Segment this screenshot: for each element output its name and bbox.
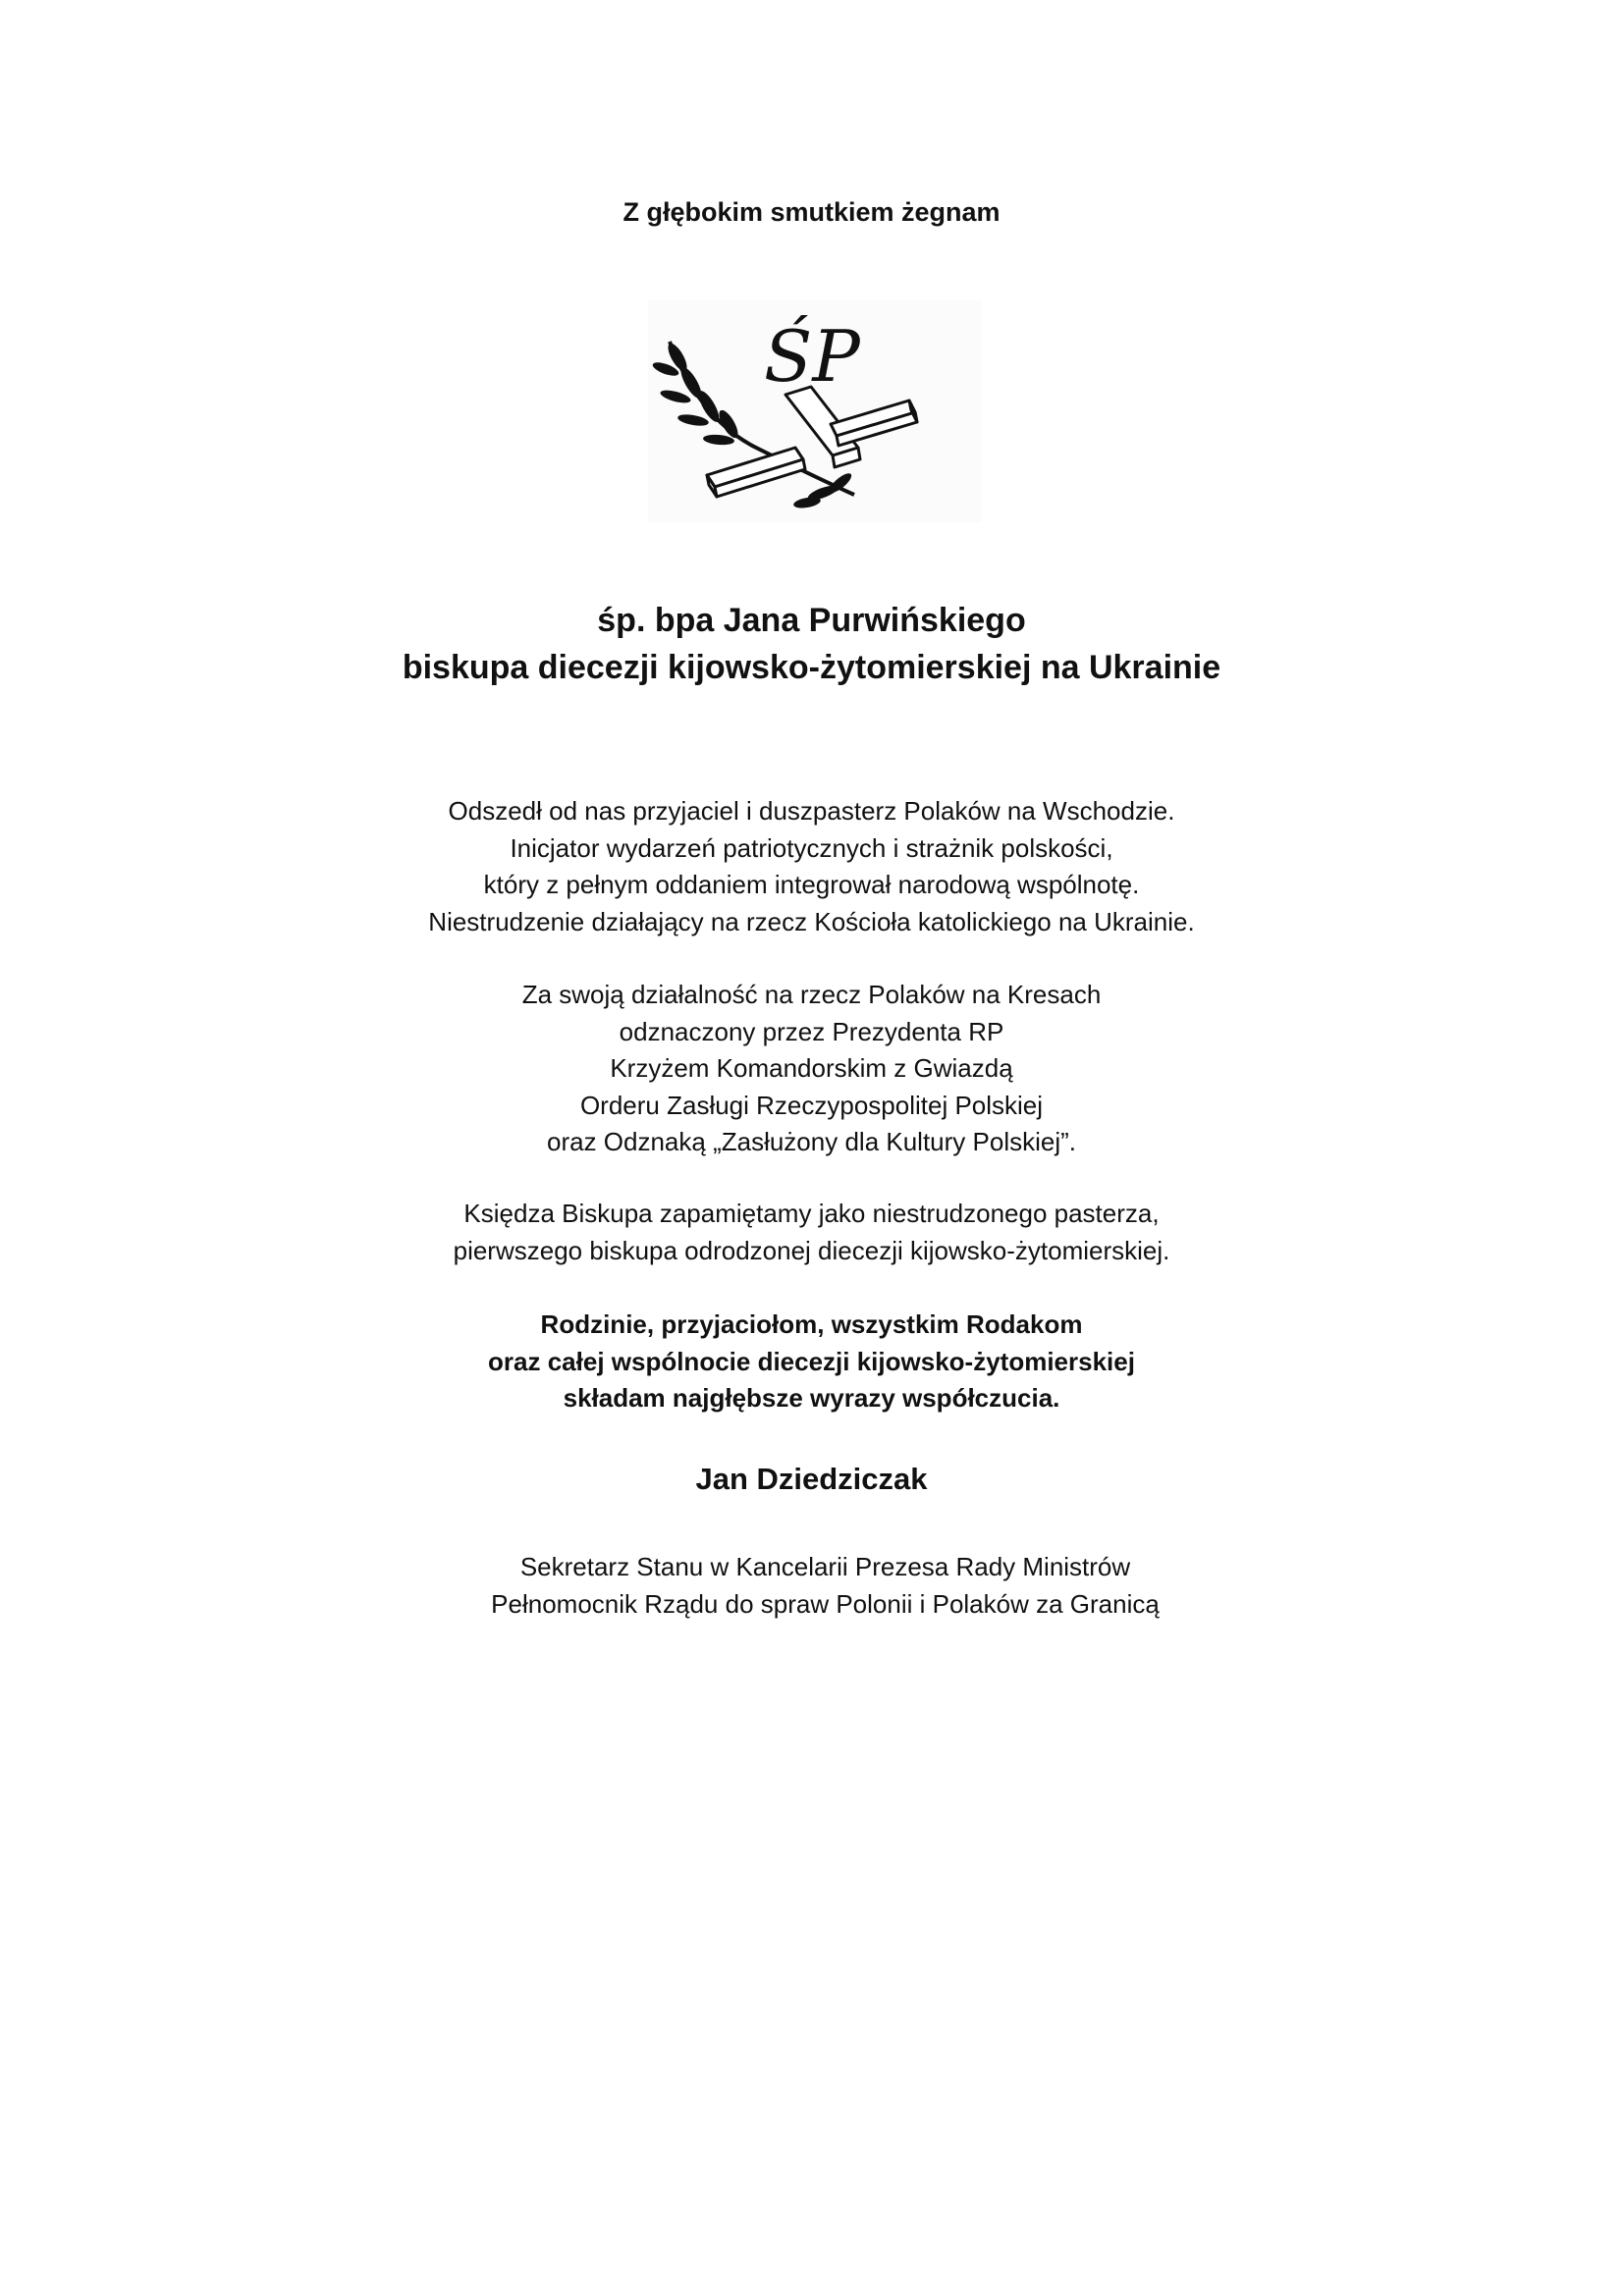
memorial-emblem: [648, 300, 982, 522]
farewell-heading: Z głębokim smutkiem żegnam: [622, 197, 1001, 227]
paragraph-line: oraz Odznaką „Zasłużony dla Kultury Polskiej”.: [546, 1127, 1076, 1156]
paragraph-remembrance: [0, 1196, 1623, 1269]
paragraph-line: pierwszego biskupa odrodzonej diecezji kijowsko-żytomierskiej.: [453, 1235, 1170, 1265]
paragraph-line: Księdza Biskupa zapamiętamy jako niestrudzonego pasterza,: [463, 1199, 1160, 1228]
paragraph-line: Rodzinie, przyjaciołom, wszystkim Rodakom: [540, 1309, 1083, 1339]
cross-with-palm-branch-icon: [648, 300, 982, 522]
signature-role: Pełnomocnik Rządu do spraw Polonii i Polaków za Granicą: [491, 1588, 1160, 1619]
signature-name: Jan Dziedziczak: [695, 1462, 928, 1496]
paragraph-line: Orderu Zasługi Rzeczypospolitej Polskiej: [579, 1090, 1044, 1120]
paragraph-line: Inicjator wydarzeń patriotycznych i strażnik polskości,: [510, 832, 1113, 863]
deceased-block: [0, 597, 1623, 691]
signature-roles: [0, 1549, 1623, 1623]
paragraph-line: Niestrudzenie działający na rzecz Kościoła katolickiego na Ukrainie.: [428, 906, 1195, 936]
signature-role: Sekretarz Stanu w Kancelarii Prezesa Rady Ministrów: [519, 1552, 1131, 1581]
paragraph-line: oraz całej wspólnocie diecezji kijowsko-żytomierskiej: [488, 1346, 1135, 1376]
paragraph-line: Krzyżem Komandorskim z Gwiazdą: [610, 1053, 1013, 1083]
paragraph-condolences: [0, 1307, 1623, 1417]
deceased-name: śp. bpa Jana Purwińskiego: [597, 602, 1026, 639]
paragraph-line: składam najgłębsze wyrazy współczucia.: [563, 1383, 1060, 1413]
paragraph-line: odznaczony przez Prezydenta RP: [619, 1016, 1004, 1046]
svg-text:ŚP: ŚP: [764, 315, 860, 398]
paragraph-line: Za swoją działalność na rzecz Polaków na Kresach: [521, 980, 1102, 1009]
deceased-title: biskupa diecezji kijowsko-żytomierskiej na Ukrainie: [402, 649, 1221, 686]
paragraph-awards: [0, 977, 1623, 1161]
paragraph-line: Odszedł od nas przyjaciel i duszpasterz Polaków na Wschodzie.: [448, 796, 1175, 826]
paragraph-line: który z pełnym oddaniem integrował narodową wspólnotę.: [483, 870, 1140, 899]
paragraph-tribute: [0, 793, 1623, 940]
